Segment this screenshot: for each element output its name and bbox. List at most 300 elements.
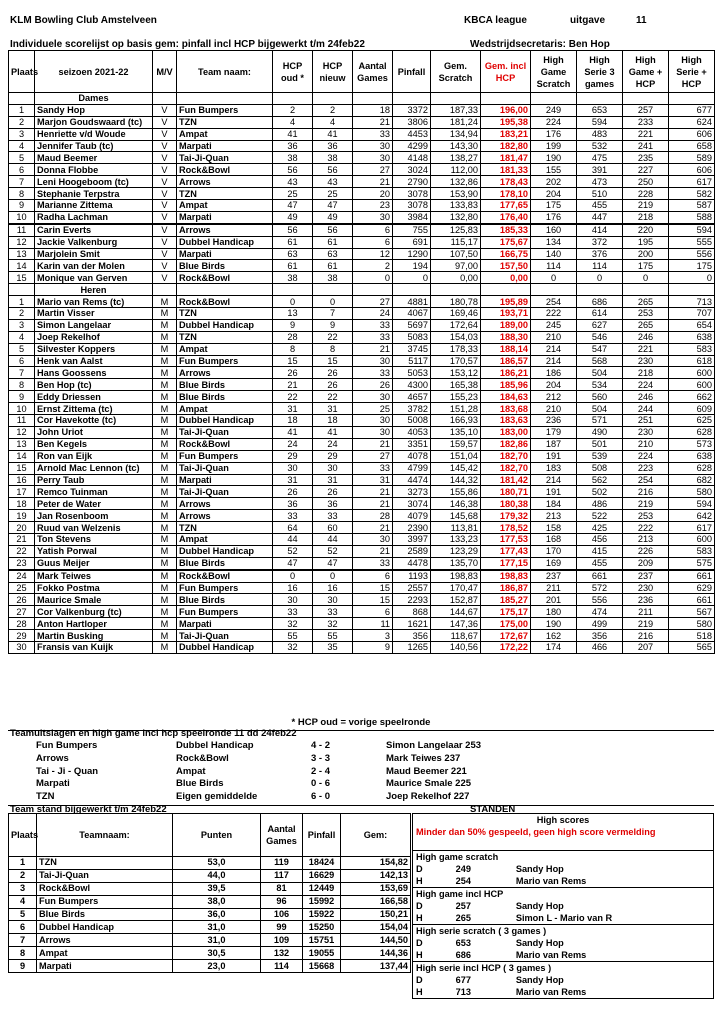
team-cell: Marpati	[177, 618, 273, 630]
rank-cell: 10	[9, 211, 35, 223]
games-count: 30	[353, 415, 393, 427]
gender-cell: M	[153, 391, 177, 403]
player-name: Marjon Goudswaard (tc)	[35, 116, 153, 128]
high-serie: 502	[577, 486, 623, 498]
high-game-hcp: 219	[623, 618, 669, 630]
pinfall: 3372	[393, 104, 431, 116]
high-serie-hcp: 518	[669, 630, 715, 642]
hcp-old: 33	[273, 510, 313, 522]
gender-cell: M	[153, 522, 177, 534]
high-game-scratch: 237	[531, 570, 577, 582]
hcp-new: 47	[313, 557, 353, 569]
pinfall: 1290	[393, 248, 431, 260]
home-team: Tai - Ji - Quan	[36, 765, 99, 777]
player-name: Mario van Rems	[515, 949, 587, 960]
hcp-old: 47	[273, 557, 313, 569]
games-count: 30	[353, 533, 393, 545]
table-row	[9, 462, 715, 474]
pinfall: 356	[393, 630, 431, 642]
hcp-old: 9	[273, 319, 313, 331]
table-header-row	[9, 51, 715, 93]
high-game-scratch: 180	[531, 606, 577, 618]
player-name: Silvester Koppers	[35, 343, 153, 355]
hcp-new: 38	[313, 152, 353, 164]
high-serie-hcp: 580	[669, 486, 715, 498]
hcp-new: 32	[313, 618, 353, 630]
player-name: Ernst Zittema (tc)	[35, 403, 153, 415]
hcp-old: 52	[273, 545, 313, 557]
hcp-new: 9	[313, 319, 353, 331]
high-serie-hcp: 638	[669, 450, 715, 462]
games-count: 0	[353, 272, 393, 284]
high-game-hcp: 230	[623, 582, 669, 594]
high-game-hcp: 223	[623, 462, 669, 474]
hcp-new: 15	[313, 355, 353, 367]
avg-scratch: 133,83	[431, 200, 481, 212]
avg-incl-hcp: 181,42	[481, 474, 531, 486]
table-row	[9, 486, 715, 498]
rank-cell: 2	[9, 308, 35, 320]
avg-scratch: 180,78	[431, 296, 481, 308]
pinfall: 18424	[303, 857, 341, 870]
empty-cell	[393, 93, 431, 105]
high-serie-hcp: 587	[669, 200, 715, 212]
gender-cell: V	[153, 176, 177, 188]
high-game-hcp: 175	[623, 260, 669, 272]
hcp-old: 18	[273, 415, 313, 427]
player-name: Anton Hartloper	[35, 618, 153, 630]
team-cell: Marpati	[177, 140, 273, 152]
high-serie: 614	[577, 308, 623, 320]
avg-scratch: 143,30	[431, 140, 481, 152]
team-name: Blue Birds	[37, 908, 173, 921]
pinfall: 1621	[393, 618, 431, 630]
away-team: Ampat	[176, 765, 206, 777]
rank-cell: 16	[9, 474, 35, 486]
hcp-new: 56	[313, 164, 353, 176]
empty-cell	[177, 93, 273, 105]
hcp-new: 44	[313, 533, 353, 545]
table-row	[9, 582, 715, 594]
empty-cell	[531, 284, 577, 296]
gender-cell: M	[153, 462, 177, 474]
gender-cell: H	[416, 949, 423, 960]
edition-label: uitgave	[570, 15, 606, 26]
pinfall: 15751	[303, 934, 341, 947]
games-count: 114	[261, 960, 303, 973]
pinfall: 15922	[303, 908, 341, 921]
table-row	[9, 438, 715, 450]
gender-cell: V	[153, 140, 177, 152]
high-serie: 508	[577, 462, 623, 474]
player-name: Monique van Gerven	[35, 272, 153, 284]
rank-cell: 5	[9, 343, 35, 355]
avg-scratch: 155,23	[431, 391, 481, 403]
rank-cell: 24	[9, 570, 35, 582]
high-serie: 490	[577, 426, 623, 438]
table-row	[9, 391, 715, 403]
player-name: Cor Valkenburg (tc)	[35, 606, 153, 618]
points: 30,5	[173, 947, 261, 960]
games-count: 9	[353, 641, 393, 653]
avg-incl-hcp: 183,63	[481, 415, 531, 427]
team-cell: Tai-Ji-Quan	[177, 152, 273, 164]
high-serie-hcp: 600	[669, 367, 715, 379]
high-game-hcp: 230	[623, 426, 669, 438]
rank-cell: 11	[9, 224, 35, 236]
rank-cell: 29	[9, 630, 35, 642]
avg-scratch: 97,00	[431, 260, 481, 272]
hcp-old: 56	[273, 164, 313, 176]
pinfall: 4079	[393, 510, 431, 522]
table-row	[9, 140, 715, 152]
gender-cell: V	[153, 200, 177, 212]
table-row	[9, 260, 715, 272]
high-game-hcp: 210	[623, 438, 669, 450]
table-row	[9, 908, 411, 921]
high-score-section	[413, 925, 714, 938]
games-count: 119	[261, 857, 303, 870]
avg-incl-hcp: 0,00	[481, 272, 531, 284]
hcp-new: 18	[313, 415, 353, 427]
avg-scratch: 113,81	[431, 522, 481, 534]
high-game-hcp: 211	[623, 606, 669, 618]
high-serie-hcp: 682	[669, 474, 715, 486]
high-serie: 0	[577, 272, 623, 284]
high-game: Joep Rekelhof 227	[386, 791, 470, 803]
avg-scratch: 112,00	[431, 164, 481, 176]
col-header: Plaats	[9, 814, 37, 857]
games-count: 27	[353, 164, 393, 176]
player-name: Hans Goossens	[35, 367, 153, 379]
score: 653	[455, 937, 471, 948]
high-serie: 447	[577, 211, 623, 223]
hcp-new: 43	[313, 176, 353, 188]
avg-scratch: 135,10	[431, 426, 481, 438]
high-game-scratch: 162	[531, 630, 577, 642]
hcp-new: 41	[313, 426, 353, 438]
pinfall: 3782	[393, 403, 431, 415]
high-serie-hcp: 642	[669, 510, 715, 522]
high-score-title: High game scratch	[413, 851, 714, 864]
games-count: 27	[353, 450, 393, 462]
rank-cell: 28	[9, 618, 35, 630]
empty-cell	[577, 284, 623, 296]
table-row	[9, 618, 715, 630]
hcp-old: 21	[273, 379, 313, 391]
empty-cell	[431, 93, 481, 105]
avg-incl-hcp: 177,43	[481, 545, 531, 557]
gender-cell: V	[153, 260, 177, 272]
hcp-old: 36	[273, 498, 313, 510]
table-row	[9, 355, 715, 367]
high-score-section	[413, 962, 714, 975]
high-serie-hcp: 573	[669, 438, 715, 450]
hcp-old: 47	[273, 200, 313, 212]
gender-cell: M	[153, 379, 177, 391]
avg-scratch: 115,17	[431, 236, 481, 248]
col-header: High Game + HCP	[623, 51, 669, 93]
high-game-scratch: 210	[531, 403, 577, 415]
hcp-old: 33	[273, 606, 313, 618]
hcp-old: 30	[273, 462, 313, 474]
rank-cell: 4	[9, 895, 37, 908]
avg-incl-hcp: 175,67	[481, 236, 531, 248]
table-row	[9, 570, 715, 582]
pinfall: 3997	[393, 533, 431, 545]
high-serie: 415	[577, 545, 623, 557]
pinfall: 4300	[393, 379, 431, 391]
table-row	[9, 474, 715, 486]
avg-scratch: 159,57	[431, 438, 481, 450]
hcp-old: 61	[273, 236, 313, 248]
high-game: Simon Langelaar 253	[386, 740, 482, 752]
avg-incl-hcp: 157,50	[481, 260, 531, 272]
games-count: 23	[353, 200, 393, 212]
games-count: 25	[353, 403, 393, 415]
average: 153,69	[341, 882, 411, 895]
table-row	[9, 319, 715, 331]
avg-incl-hcp: 184,63	[481, 391, 531, 403]
high-game-scratch: 176	[531, 211, 577, 223]
pinfall: 4053	[393, 426, 431, 438]
hcp-old: 24	[273, 438, 313, 450]
games-count: 30	[353, 211, 393, 223]
high-game-hcp: 222	[623, 522, 669, 534]
empty-cell	[481, 284, 531, 296]
team-header-row	[9, 814, 411, 857]
match-score: 2 - 4	[311, 765, 331, 777]
pinfall: 691	[393, 236, 431, 248]
col-header: High Game Scratch	[531, 51, 577, 93]
high-serie-hcp: 567	[669, 606, 715, 618]
gender-cell: M	[153, 343, 177, 355]
avg-incl-hcp: 178,10	[481, 188, 531, 200]
gender-cell: M	[153, 510, 177, 522]
col-header: Team naam:	[177, 51, 273, 93]
high-serie: 661	[577, 570, 623, 582]
team-name: Ampat	[37, 947, 173, 960]
player-name: Sandy Hop	[515, 937, 564, 948]
high-serie-hcp: 594	[669, 224, 715, 236]
high-serie-hcp: 609	[669, 403, 715, 415]
empty-cell	[481, 93, 531, 105]
high-serie-hcp: 654	[669, 319, 715, 331]
high-game-scratch: 211	[531, 582, 577, 594]
rank-cell: 3	[9, 882, 37, 895]
games-count: 33	[353, 128, 393, 140]
high-game-hcp: 221	[623, 128, 669, 140]
rank-cell: 14	[9, 450, 35, 462]
team-cell: Dubbel Handicap	[177, 236, 273, 248]
avg-incl-hcp: 166,75	[481, 248, 531, 260]
avg-incl-hcp: 186,87	[481, 582, 531, 594]
rank-cell: 6	[9, 164, 35, 176]
gender-cell: V	[153, 128, 177, 140]
score: 265	[455, 912, 471, 923]
avg-incl-hcp: 177,65	[481, 200, 531, 212]
avg-incl-hcp: 177,15	[481, 557, 531, 569]
player-name: Arnold Mac Lennon (tc)	[35, 462, 153, 474]
avg-scratch: 125,83	[431, 224, 481, 236]
avg-incl-hcp: 179,32	[481, 510, 531, 522]
team-cell: Rock&Bowl	[177, 296, 273, 308]
table-row	[9, 236, 715, 248]
avg-scratch: 123,29	[431, 545, 481, 557]
rank-cell: 9	[9, 200, 35, 212]
hcp-old: 38	[273, 272, 313, 284]
avg-scratch: 170,47	[431, 582, 481, 594]
player-name: Mark Teiwes	[35, 570, 153, 582]
empty-cell	[153, 93, 177, 105]
team-cell: Dubbel Handicap	[177, 415, 273, 427]
pinfall: 5008	[393, 415, 431, 427]
high-game-scratch: 201	[531, 594, 577, 606]
col-header: Gem. Scratch	[431, 51, 481, 93]
games-count: 106	[261, 908, 303, 921]
rank-cell: 23	[9, 557, 35, 569]
team-cell: Blue Birds	[177, 391, 273, 403]
table-row	[9, 882, 411, 895]
avg-incl-hcp: 178,52	[481, 522, 531, 534]
avg-incl-hcp: 181,47	[481, 152, 531, 164]
rank-cell: 7	[9, 367, 35, 379]
score: 254	[455, 875, 471, 886]
games-count: 21	[353, 116, 393, 128]
table-row	[9, 403, 715, 415]
gender-cell: V	[153, 164, 177, 176]
pinfall: 15992	[303, 895, 341, 908]
high-serie-hcp: 618	[669, 355, 715, 367]
team-name: TZN	[37, 857, 173, 870]
col-header: HCP nieuw	[313, 51, 353, 93]
player-name: Sandy Hop	[515, 900, 564, 911]
high-game-scratch: 212	[531, 391, 577, 403]
table-row	[9, 200, 715, 212]
section-row	[9, 93, 715, 105]
hcp-old: 28	[273, 331, 313, 343]
club-name: KLM Bowling Club Amstelveen	[10, 15, 157, 26]
high-game-hcp: 218	[623, 211, 669, 223]
team-cell: Rock&Bowl	[177, 164, 273, 176]
hcp-new: 25	[313, 188, 353, 200]
pinfall: 4148	[393, 152, 431, 164]
gender-cell: M	[153, 545, 177, 557]
high-serie: 414	[577, 224, 623, 236]
gender-cell: M	[153, 486, 177, 498]
games-count: 3	[353, 630, 393, 642]
avg-scratch: 0,00	[431, 272, 481, 284]
gender-cell: D	[416, 863, 423, 874]
high-serie-hcp: 175	[669, 260, 715, 272]
high-serie-hcp: 628	[669, 462, 715, 474]
table-row	[9, 272, 715, 284]
player-name: Fokko Postma	[35, 582, 153, 594]
gender-cell: V	[153, 152, 177, 164]
gender-cell: V	[153, 272, 177, 284]
points: 44,0	[173, 869, 261, 882]
high-serie-hcp: 617	[669, 176, 715, 188]
rank-cell: 5	[9, 908, 37, 921]
avg-scratch: 178,33	[431, 343, 481, 355]
rank-cell: 11	[9, 415, 35, 427]
hcp-new: 31	[313, 403, 353, 415]
rank-cell: 8	[9, 188, 35, 200]
hcp-new: 0	[313, 296, 353, 308]
games-count: 30	[353, 355, 393, 367]
games-count: 6	[353, 570, 393, 582]
gender-cell: D	[416, 900, 423, 911]
pinfall: 755	[393, 224, 431, 236]
table-row	[9, 947, 411, 960]
high-game-hcp: 216	[623, 486, 669, 498]
hcp-new: 61	[313, 260, 353, 272]
high-game-scratch: 140	[531, 248, 577, 260]
rank-cell: 6	[9, 921, 37, 934]
rank-cell: 1	[9, 296, 35, 308]
high-score-row	[413, 949, 714, 962]
high-serie-hcp: 662	[669, 391, 715, 403]
games-count: 33	[353, 331, 393, 343]
high-serie: 560	[577, 391, 623, 403]
high-game-hcp: 237	[623, 570, 669, 582]
empty-cell	[393, 284, 431, 296]
high-game-scratch: 179	[531, 426, 577, 438]
player-name: Perry Taub	[35, 474, 153, 486]
high-score-section	[413, 851, 714, 864]
empty-cell	[9, 93, 35, 105]
team-name: Fun Bumpers	[37, 895, 173, 908]
high-game-scratch: 191	[531, 486, 577, 498]
table-row	[9, 895, 411, 908]
avg-scratch: 198,83	[431, 570, 481, 582]
games-count: 27	[353, 296, 393, 308]
gender-cell: H	[416, 875, 423, 886]
games-count: 2	[353, 260, 393, 272]
points: 53,0	[173, 857, 261, 870]
rank-cell: 12	[9, 236, 35, 248]
high-game-hcp: 235	[623, 152, 669, 164]
list-subtitle: Individuele scorelijst op basis gem: pinfall incl HCP bijgewerkt t/m 24feb22	[10, 39, 365, 50]
player-name: Ron van Eijk	[35, 450, 153, 462]
gender-cell: M	[153, 450, 177, 462]
hcp-old: 0	[273, 296, 313, 308]
player-name: Martin Busking	[35, 630, 153, 642]
high-game-scratch: 134	[531, 236, 577, 248]
team-cell: Blue Birds	[177, 379, 273, 391]
hcp-new: 26	[313, 367, 353, 379]
points: 31,0	[173, 921, 261, 934]
pinfall: 5083	[393, 331, 431, 343]
team-cell: Fun Bumpers	[177, 104, 273, 116]
rank-cell: 7	[9, 176, 35, 188]
player-name: Guus Meijer	[35, 557, 153, 569]
games-count: 6	[353, 606, 393, 618]
hcp-new: 30	[313, 462, 353, 474]
hcp-old: 29	[273, 450, 313, 462]
table-row	[9, 176, 715, 188]
rank-cell: 9	[9, 391, 35, 403]
pinfall: 15668	[303, 960, 341, 973]
high-serie-hcp: 589	[669, 152, 715, 164]
team-stand-table	[8, 813, 411, 973]
gender-cell: M	[153, 594, 177, 606]
high-game-scratch: 204	[531, 379, 577, 391]
high-game-scratch: 174	[531, 641, 577, 653]
avg-scratch: 151,28	[431, 403, 481, 415]
team-cell: Ampat	[177, 533, 273, 545]
gender-cell: M	[153, 498, 177, 510]
